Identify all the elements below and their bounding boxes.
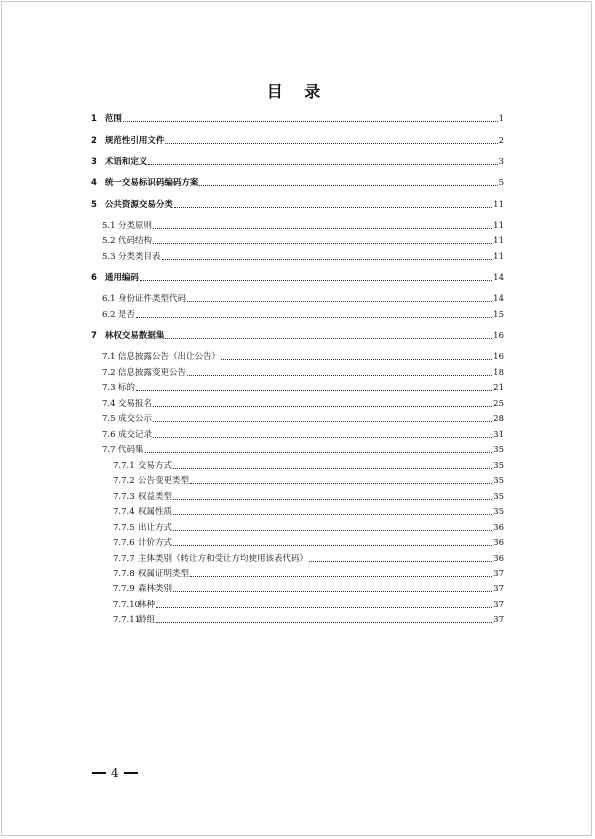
dot-leader <box>162 258 493 260</box>
toc-entry-page: 11 <box>493 252 504 262</box>
toc-entry-title: 分类原则 <box>118 221 153 231</box>
toc-entry[interactable] <box>102 365 504 379</box>
toc-entry-page: 11 <box>493 200 504 210</box>
toc-entry-page: 18 <box>493 368 504 378</box>
toc-entry-page: 37 <box>493 600 504 610</box>
toc-entry-page: 11 <box>493 236 504 246</box>
toc-entry-number: 7.6 <box>102 430 116 440</box>
toc-entry-title: 分类类目表 <box>118 252 161 262</box>
dot-leader <box>165 142 497 144</box>
toc-entry-page: 14 <box>493 273 504 283</box>
toc-entry[interactable] <box>91 197 504 211</box>
toc-entry-page: 36 <box>493 554 504 564</box>
toc-entry-number: 7.7.11 <box>113 615 141 625</box>
toc-entry-page: 35 <box>493 461 504 471</box>
toc-entry-page: 1 <box>498 114 504 124</box>
toc-entry[interactable] <box>113 581 504 595</box>
toc-entry-title: 主体类别（转让方和受让方均使用该表代码） <box>138 554 309 564</box>
toc-entry-title: 信息披露公告（出让公告） <box>118 352 221 362</box>
toc-entry-title: 身份证件类型代码 <box>118 294 187 304</box>
toc-entry-number: 7.2 <box>102 368 116 378</box>
dash-right <box>124 772 138 774</box>
toc-entry[interactable] <box>113 458 504 472</box>
toc-entry-number: 5.3 <box>102 252 116 262</box>
footer-page-number: 4 <box>111 766 119 780</box>
toc-entry-number: 7.7.3 <box>113 492 135 502</box>
toc-entry-number: 7.5 <box>102 414 116 424</box>
dot-leader <box>173 498 492 500</box>
toc-entry[interactable] <box>102 291 504 305</box>
toc-entry-page: 37 <box>493 615 504 625</box>
toc-entry[interactable] <box>91 270 504 284</box>
toc-entry-title: 范围 <box>104 114 122 124</box>
toc-entry-number: 7.4 <box>102 399 116 409</box>
toc-entry-title: 计价方式 <box>138 538 173 548</box>
dot-leader <box>173 544 492 546</box>
dot-leader <box>153 227 492 229</box>
toc-entry[interactable] <box>102 411 504 425</box>
toc-entry-number: 7.3 <box>102 383 116 393</box>
dot-leader <box>156 606 492 608</box>
dot-leader <box>173 513 492 515</box>
toc-entry-page: 3 <box>498 157 504 167</box>
toc-entry-title: 龄组 <box>138 615 156 625</box>
toc-entry-number: 2 <box>91 136 97 146</box>
dot-leader <box>153 420 492 422</box>
dot-leader <box>153 436 492 438</box>
toc-entry-number: 1 <box>91 114 97 124</box>
toc-entry[interactable] <box>102 396 504 410</box>
dot-leader <box>145 451 493 453</box>
toc-entry-title: 成交公示 <box>118 414 153 424</box>
toc-entry-title: 术语和定义 <box>104 157 148 167</box>
dash-left <box>92 772 106 774</box>
toc-entry-title: 林权交易数据集 <box>104 331 165 341</box>
toc-entry[interactable] <box>91 111 504 125</box>
toc-entry-number: 7.7.8 <box>113 569 135 579</box>
toc-entry-number: 7.7 <box>102 445 116 455</box>
toc-entry-number: 5 <box>91 200 97 210</box>
toc-entry-title: 统一交易标识码编码方案 <box>104 178 199 188</box>
dot-leader <box>173 529 492 531</box>
toc-entry-number: 7.7.5 <box>113 523 135 533</box>
dot-leader <box>174 206 492 208</box>
toc-entry-number: 6.1 <box>102 294 116 304</box>
toc-entry-title: 出让方式 <box>138 523 173 533</box>
dot-leader <box>123 120 498 122</box>
toc-entry[interactable] <box>91 154 504 168</box>
dot-leader <box>148 163 497 165</box>
toc-entry-page: 35 <box>493 507 504 517</box>
dot-leader <box>140 279 492 281</box>
toc-entry[interactable] <box>113 612 504 626</box>
toc-entry-title: 规范性引用文件 <box>104 136 165 146</box>
dot-leader <box>190 482 492 484</box>
toc-entry-title: 森林类别 <box>138 584 173 594</box>
dot-leader <box>173 467 492 469</box>
toc-entry[interactable] <box>113 551 504 565</box>
toc-entry-title: 是否 <box>118 310 136 320</box>
dot-leader <box>165 337 492 339</box>
dot-leader <box>187 374 492 376</box>
toc-entry-number: 7.7.2 <box>113 476 135 486</box>
toc-entry-number: 7.7.7 <box>113 554 135 564</box>
toc-entry-number: 3 <box>91 157 97 167</box>
toc-entry[interactable] <box>102 427 504 441</box>
dot-leader <box>153 405 492 407</box>
toc-entry-number: 4 <box>91 178 97 188</box>
toc-entry[interactable] <box>91 328 504 342</box>
toc-entry[interactable] <box>102 349 504 363</box>
toc-entry-page: 16 <box>493 331 504 341</box>
toc-entry-number: 7.1 <box>102 352 116 362</box>
toc-entry-number: 7.7.4 <box>113 507 135 517</box>
toc-entry-title: 成交记录 <box>118 430 153 440</box>
dot-leader <box>153 242 492 244</box>
toc-entry-number: 6.2 <box>102 310 116 320</box>
toc-entry-page: 35 <box>493 445 504 455</box>
toc-entry[interactable] <box>113 473 504 487</box>
toc-entry-page: 14 <box>493 294 504 304</box>
toc-entry-page: 28 <box>493 414 504 424</box>
toc-entry-page: 35 <box>493 492 504 502</box>
toc-entry-title: 交易报名 <box>118 399 153 409</box>
toc-entry[interactable] <box>102 249 504 263</box>
toc-entry[interactable] <box>113 504 504 518</box>
toc-heading: 目 录 <box>266 82 329 101</box>
toc-entry-page: 37 <box>493 569 504 579</box>
toc-entry[interactable] <box>91 133 504 147</box>
toc-entry[interactable] <box>102 233 504 247</box>
toc-entry[interactable] <box>113 535 504 549</box>
toc-entry[interactable] <box>113 566 504 580</box>
toc-entry-page: 31 <box>493 430 504 440</box>
toc-entry-title: 代码结构 <box>118 236 153 246</box>
toc-entry-number: 7.7.1 <box>113 461 135 471</box>
toc-entry[interactable] <box>102 307 504 321</box>
dot-leader <box>309 560 492 562</box>
page-footer <box>92 766 138 780</box>
toc-entry-page: 36 <box>493 523 504 533</box>
toc-entry-page: 36 <box>493 538 504 548</box>
toc-entry-page: 11 <box>493 221 504 231</box>
toc-entry-title: 公告变更类型 <box>138 476 190 486</box>
toc-entry-title: 标的 <box>118 383 136 393</box>
toc-entry-title: 通用编码 <box>104 273 139 283</box>
toc-entry[interactable] <box>91 175 504 189</box>
toc-entry-page: 16 <box>493 352 504 362</box>
toc-entry-number: 7.7.10 <box>113 600 141 610</box>
toc-entry-title: 权属性质 <box>138 507 173 517</box>
dot-leader <box>221 358 492 360</box>
toc-entry-page: 25 <box>493 399 504 409</box>
toc-entry-page: 35 <box>493 476 504 486</box>
toc-entry[interactable] <box>102 442 504 456</box>
toc-entry[interactable] <box>113 520 504 534</box>
toc-entry[interactable] <box>113 597 504 611</box>
toc-entry-number: 5.1 <box>102 221 116 231</box>
dot-leader <box>190 575 492 577</box>
toc-entry-number: 6 <box>91 273 97 283</box>
toc-entry-title: 林种 <box>138 600 156 610</box>
toc-entry-title: 信息披露变更公告 <box>118 368 187 378</box>
toc-entry-title: 权属证明类型 <box>138 569 190 579</box>
toc-entry-page: 37 <box>493 584 504 594</box>
toc-entry-page: 2 <box>498 136 504 146</box>
toc-entry[interactable] <box>102 380 504 394</box>
dot-leader <box>156 621 492 623</box>
toc-entry[interactable] <box>102 218 504 232</box>
dot-leader <box>187 300 492 302</box>
toc-entry-number: 7 <box>91 331 97 341</box>
toc-entry[interactable] <box>113 489 504 503</box>
toc-entry-title: 公共资源交易分类 <box>104 200 173 210</box>
toc-entry-number: 7.7.6 <box>113 538 135 548</box>
toc-entry-title: 权益类型 <box>138 492 173 502</box>
dot-leader <box>136 316 492 318</box>
dot-leader <box>173 590 492 592</box>
toc-entry-number: 7.7.9 <box>113 584 135 594</box>
dot-leader <box>199 184 497 186</box>
toc-entry-title: 代码集 <box>118 445 144 455</box>
toc-entry-number: 5.2 <box>102 236 116 246</box>
toc-entry-page: 21 <box>493 383 504 393</box>
toc-entry-page: 5 <box>498 178 504 188</box>
toc-entry-page: 15 <box>493 310 504 320</box>
dot-leader <box>136 389 492 391</box>
toc-entry-title: 交易方式 <box>138 461 173 471</box>
